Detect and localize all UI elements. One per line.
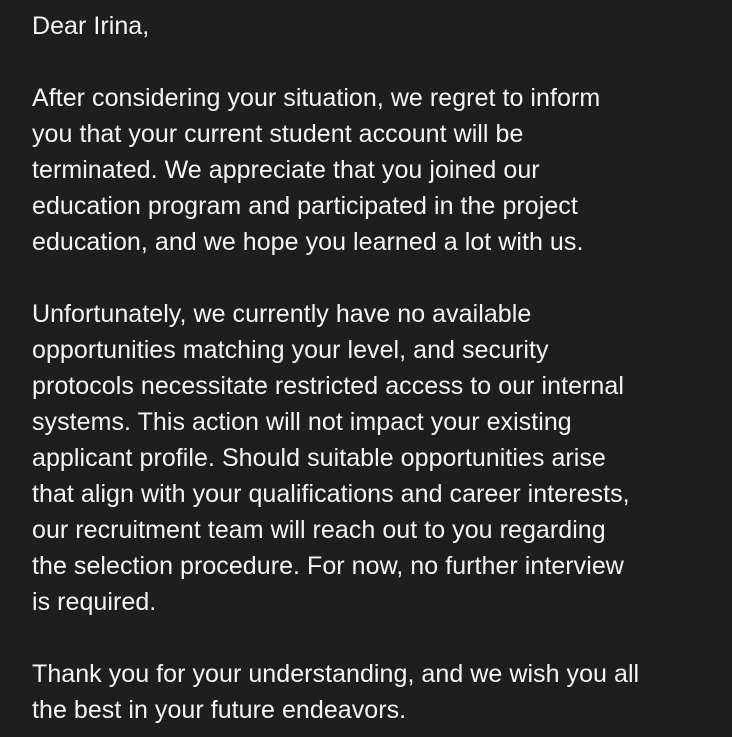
paragraph-line: applicant profile. Should suitable opportunities arise [32, 444, 606, 472]
paragraph-line: terminated. We appreciate that you joined our [32, 156, 540, 184]
paragraph-line: education program and participated in the project [32, 192, 578, 220]
paragraph-line: systems. This action will not impact your existing [32, 408, 572, 436]
paragraph-line: protocols necessitate restricted access to our internal [32, 372, 624, 400]
paragraph-line: is required. [32, 588, 157, 616]
greeting-text: Dear Irina, [32, 12, 150, 40]
paragraph-line: our recruitment team will reach out to you regarding [32, 516, 606, 544]
paragraph-line: you that your current student account will be [32, 120, 524, 148]
greeting [32, 8, 722, 44]
paragraph-closing [32, 656, 722, 728]
paragraph-line: Unfortunately, we currently have no available [32, 300, 532, 328]
paragraph-details [32, 296, 722, 620]
paragraph-line: opportunities matching your level, and security [32, 336, 549, 364]
paragraph-line: education, and we hope you learned a lot with us. [32, 228, 584, 256]
paragraph-notice [32, 80, 722, 260]
paragraph-line: the selection procedure. For now, no further interview [32, 552, 624, 580]
paragraph-line: that align with your qualifications and career interests, [32, 480, 630, 508]
paragraph-line: the best in your future endeavors. [32, 696, 407, 724]
paragraph-line: After considering your situation, we regret to inform [32, 84, 601, 112]
paragraph-line: Thank you for your understanding, and we wish you all [32, 660, 640, 688]
message-body [32, 8, 722, 728]
